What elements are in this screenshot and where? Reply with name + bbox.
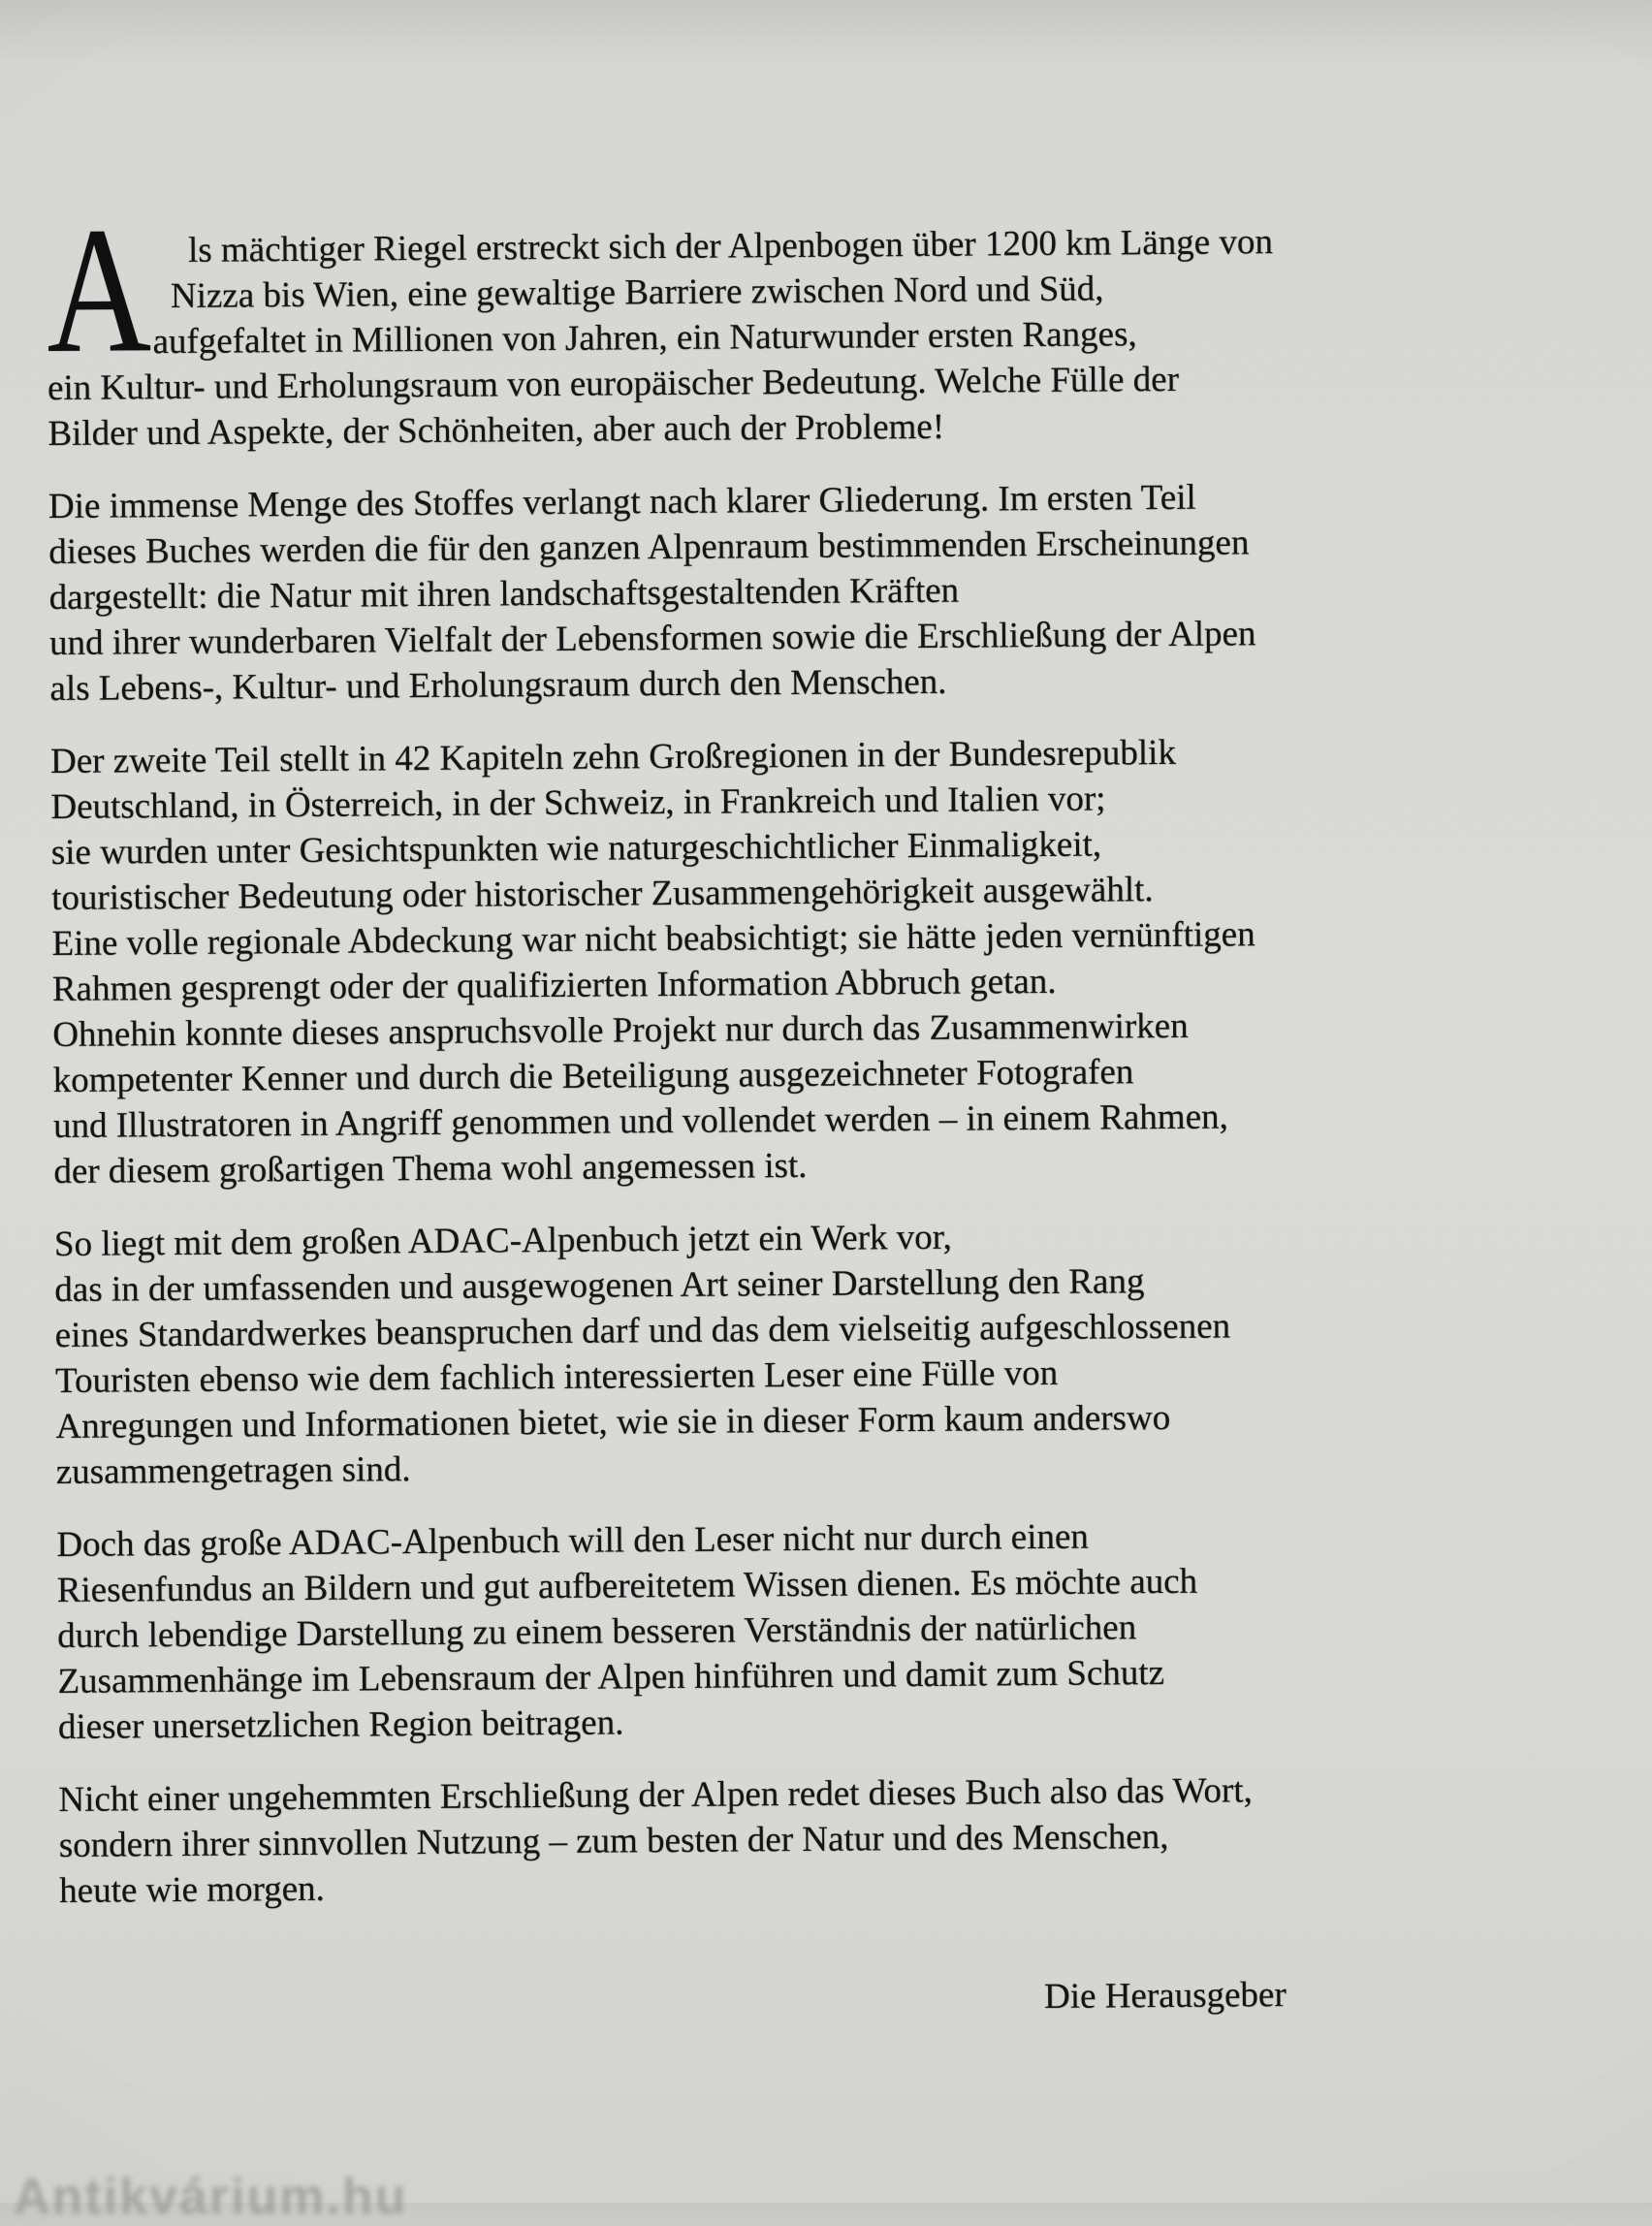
text-line: dieses Buches werden die für den ganzen Alpenraum bestimmenden Erscheinungen — [48, 523, 1250, 573]
text-line: dieser unersetzlichen Region beitragen. — [57, 1702, 624, 1747]
antikvarium-watermark: Antikvárium.hu — [14, 2169, 408, 2225]
drop-cap-letter: A — [46, 190, 152, 392]
text-line: Eine volle regionale Abdeckung war nicht beabsichtigt; sie hätte jeden vernünftigen — [51, 914, 1255, 965]
text-line: aufgefaltet in Millionen von Jahren, ein Naturwunder ersten Ranges, — [152, 314, 1137, 363]
text-line: Anregungen und Informationen bietet, wie sie in dieser Form kaum anderswo — [55, 1397, 1171, 1447]
text-line: Riesenfundus an Bildern und gut aufbereitetem Wissen dienen. Es möchte auch — [56, 1561, 1198, 1610]
text-line: sie wurden unter Gesichtspunkten wie naturgeschichtlicher Einmaligkeit, — [50, 824, 1102, 874]
text-line: touristischer Bedeutung oder historischer Zusammengehörigkeit ausgewählt. — [50, 870, 1154, 919]
signature-die-herausgeber: Die Herausgeber — [1043, 1975, 1287, 2017]
text-line: als Lebens-, Kultur- und Erholungsraum durch den Menschen. — [49, 661, 947, 710]
foreword-paragraph-5 — [56, 1510, 1624, 1750]
text-line: So liegt mit dem großen ADAC-Alpenbuch jetzt ein Werk vor, — [53, 1217, 952, 1264]
text-line: Zusammenhänge im Lebensraum der Alpen hinführen und damit zum Schutz — [57, 1653, 1165, 1701]
text-line: ls mächtiger Riegel erstreckt sich der Alpenbogen über 1200 km Länge von — [187, 222, 1274, 270]
text-line: der diesem großartigen Thema wohl angemessen ist. — [53, 1145, 808, 1192]
text-line: Doch das große ADAC-Alpenbuch will den Leser nicht nur durch einen — [56, 1516, 1090, 1565]
text-line: heute wie morgen. — [59, 1868, 325, 1911]
foreword-paragraph-1 — [46, 190, 1614, 457]
text-line: und Illustratoren in Angriff genommen und vollendet werden – in einem Rahmen, — [52, 1097, 1228, 1146]
text-line: sondern ihrer sinnvollen Nutzung – zum besten der Natur und des Menschen, — [58, 1816, 1169, 1865]
text-line: eines Standardwerkes beanspruchen darf und das dem vielseitig aufgeschlossenen — [54, 1306, 1231, 1355]
text-line: das in der umfassenden und ausgewogenen Art seiner Darstellung den Rang — [54, 1261, 1145, 1310]
text-line: Rahmen gesprengt oder der qualifizierten Information Abbruch getan. — [51, 961, 1057, 1010]
foreword-paragraph-4 — [54, 1209, 1622, 1495]
text-line: Nizza bis Wien, eine gewaltige Barriere zwischen Nord und Süd, — [170, 269, 1104, 317]
foreword-paragraph-6 — [58, 1765, 1625, 1914]
text-line: Der zweite Teil stellt in 42 Kapiteln zehn Großregionen in der Bundesrepublik — [49, 732, 1177, 782]
foreword-paragraph-2 — [48, 471, 1616, 712]
text-line: Bilder und Aspekte, der Schönheiten, aber auch der Probleme! — [48, 406, 945, 455]
text-line: kompetenter Kenner und durch die Beteiligung ausgezeichneter Fotografen — [52, 1052, 1134, 1101]
text-line: und ihrer wunderbaren Vielfalt der Lebensformen sowie die Erschließung der Alpen — [48, 614, 1256, 664]
text-line: Ohnehin konnte dieses anspruchsvolle Projekt nur durch das Zusammenwirken — [52, 1005, 1189, 1056]
text-line: durch lebendige Darstellung zu einem besseren Verständnis der natürlichen — [56, 1607, 1137, 1656]
text-line: zusammengetragen sind. — [55, 1449, 411, 1492]
text-line: Touristen ebenso wie dem fachlich interessierten Leser eine Fülle von — [54, 1352, 1059, 1401]
text-line: dargestellt: die Natur mit ihren landschaftsgestaltenden Kräften — [48, 570, 960, 619]
text-line: Nicht einer ungehemmten Erschließung der Alpen redet dieses Buch also das Wort, — [58, 1770, 1253, 1820]
foreword-paragraph-3 — [50, 726, 1620, 1194]
text-line: Deutschland, in Österreich, in der Schweiz, in Frankreich und Italien vor; — [50, 779, 1106, 828]
foreword-text-block — [46, 190, 1627, 2027]
text-line: ein Kultur- und Erholungsraum von europäischer Bedeutung. Welche Fülle der — [47, 359, 1180, 409]
text-line: Die immense Menge des Stoffes verlangt nach klarer Gliederung. Im ersten Teil — [48, 477, 1196, 527]
